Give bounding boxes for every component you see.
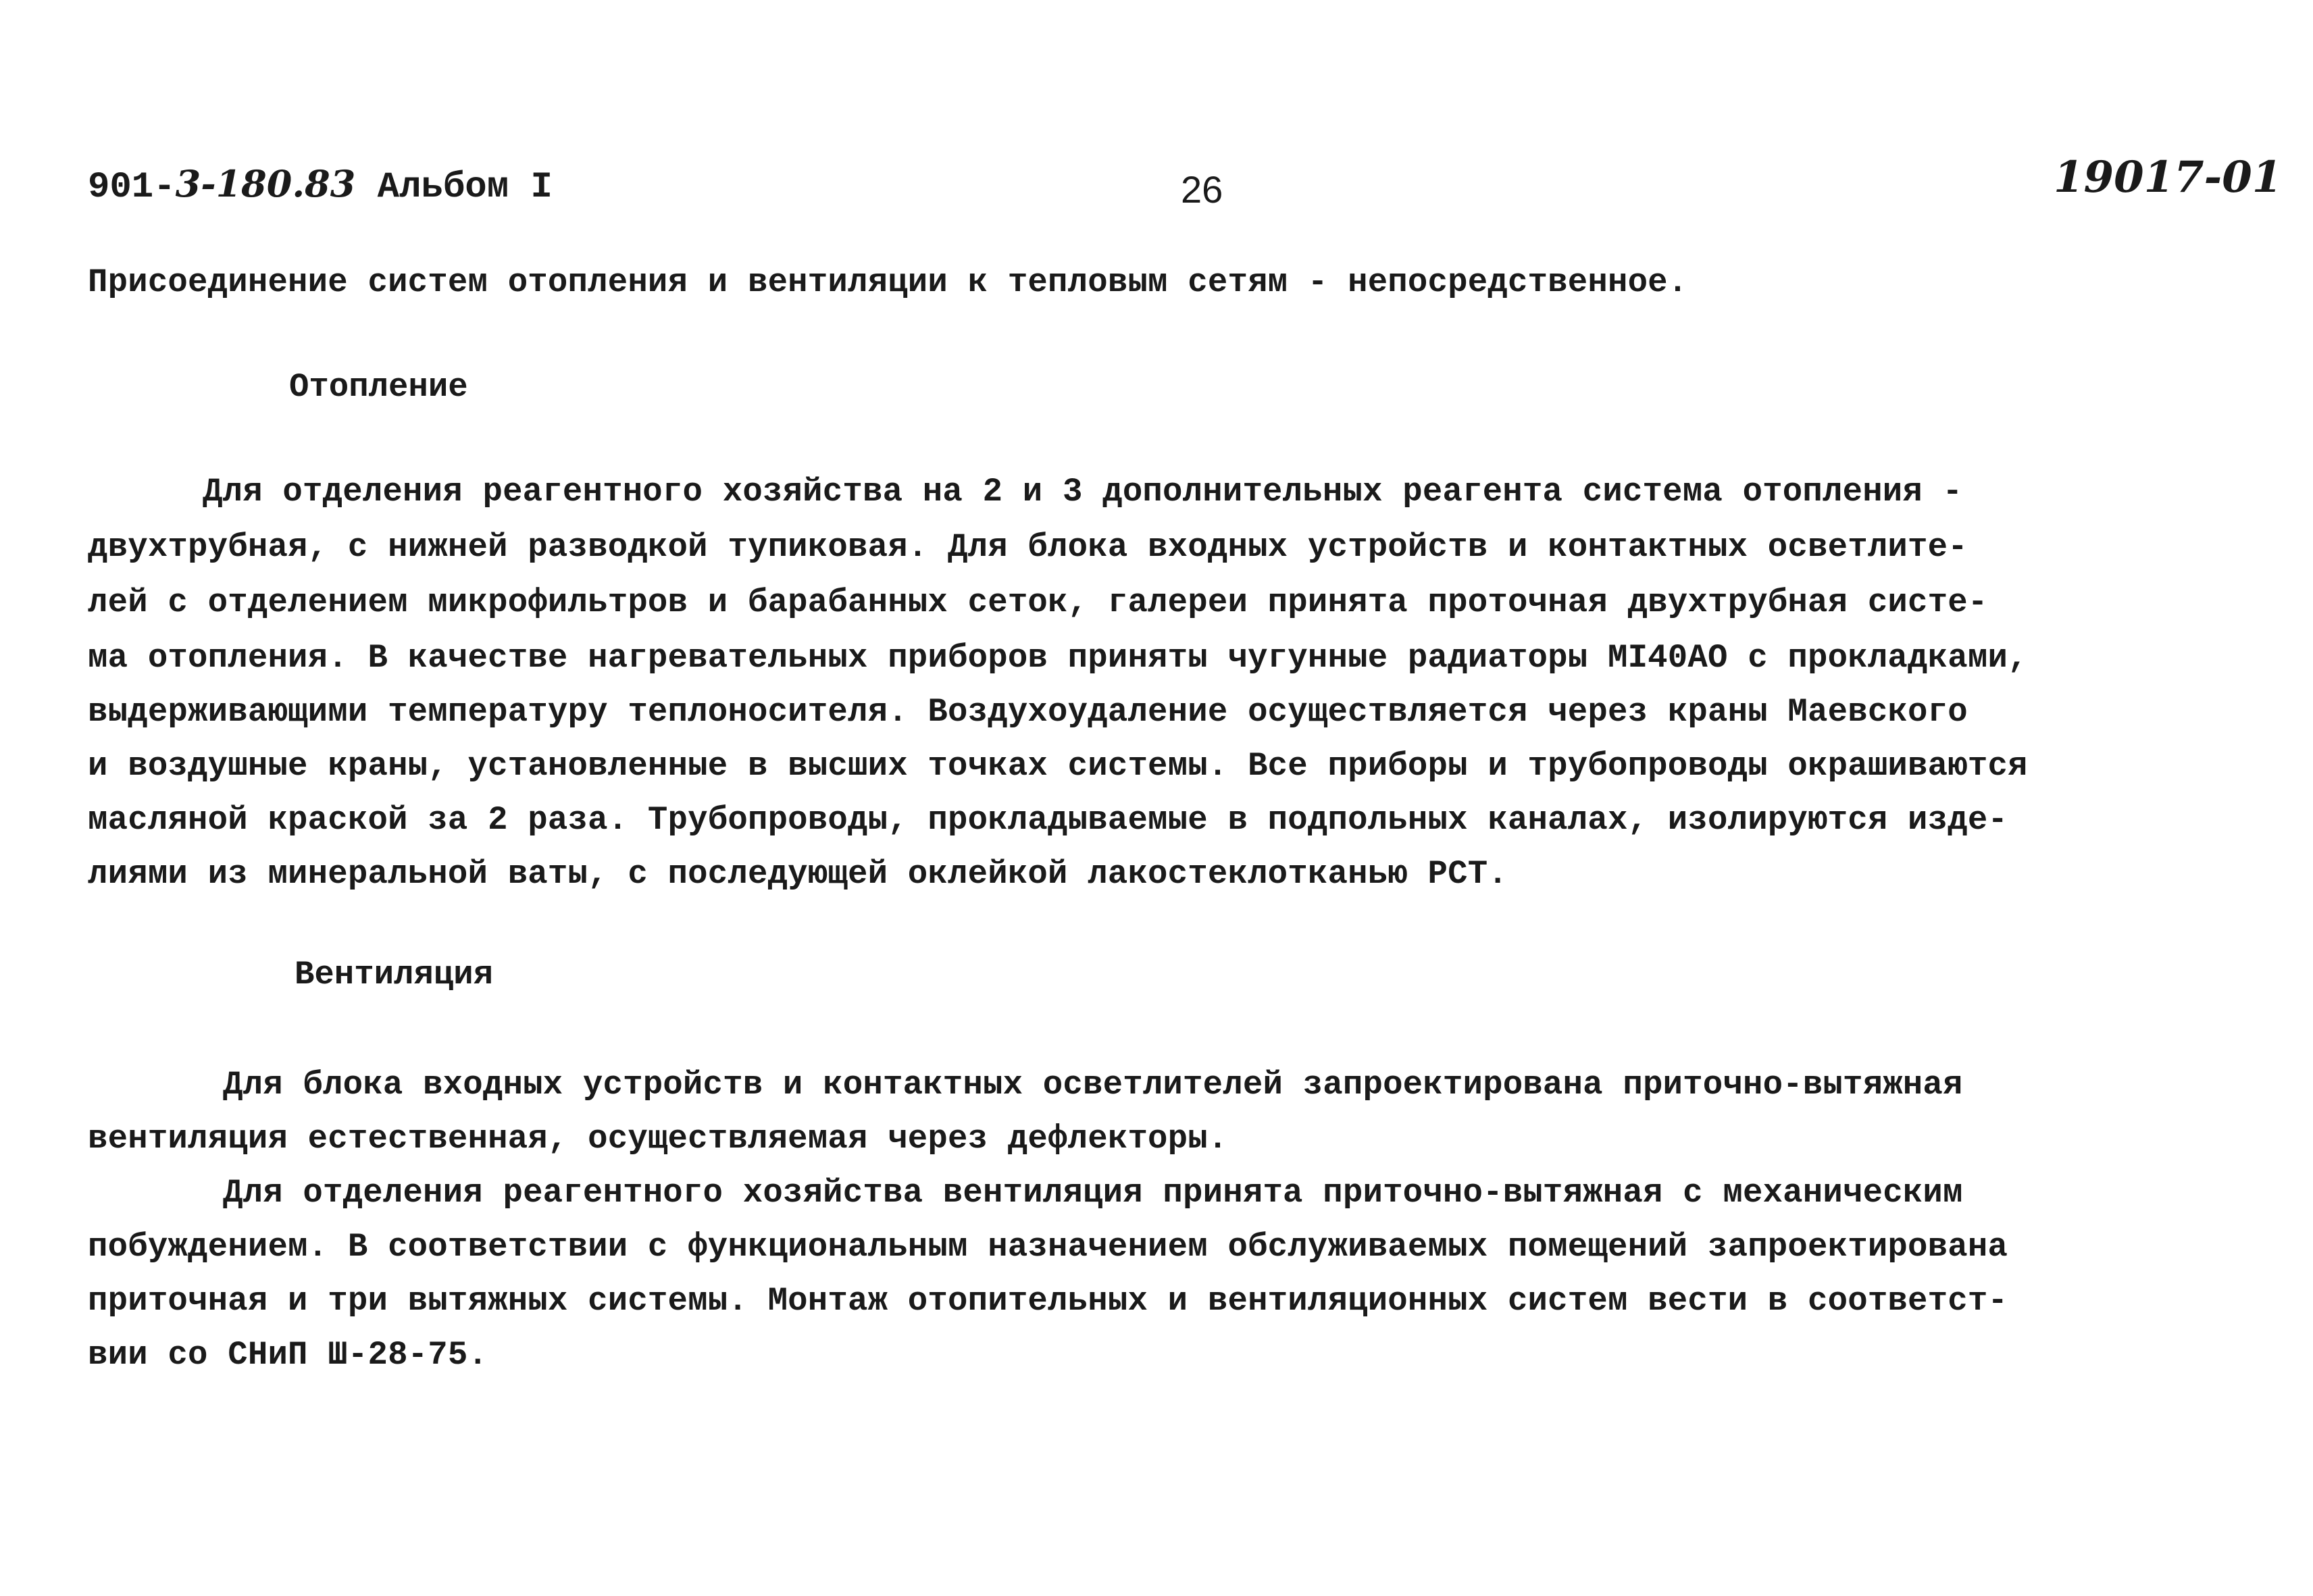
ventilation-line: Для отделения реагентного хозяйства вентиляция принята приточно-вытяжная с механическим <box>223 1174 1963 1212</box>
ventilation-line: приточная и три вытяжных системы. Монтаж отопительных и вентиляционных систем вести в соответст- <box>88 1282 2008 1320</box>
series-header <box>88 162 553 208</box>
heating-line: лей с отделением микрофильтров и барабанных сеток, галереи принята проточная двухтрубная систе- <box>88 584 1988 621</box>
heating-line: ма отопления. В качестве нагревательных приборов приняты чугунные радиаторы МI40АО с прокладками, <box>88 639 2028 677</box>
heating-line: выдерживающими температуру теплоносителя. Воздухоудаление осуществляется через краны Маевского <box>88 693 1968 731</box>
intro-paragraph: Присоединение систем отопления и вентиляции к тепловым сетям - непосредственное. <box>88 263 1688 301</box>
document-code: 19017-01 <box>2054 152 2283 203</box>
ventilation-line: вии со СНиП Ш-28-75. <box>88 1336 488 1374</box>
ventilation-line: вентиляция естественная, осуществляемая через дефлекторы. <box>88 1120 1228 1158</box>
heating-line: лиями из минеральной ваты, с последующей оклейкой лакостеклотканью РСТ. <box>88 855 1508 893</box>
heating-line: масляной краской за 2 раза. Трубопроводы, прокладываемые в подпольных каналах, изолируются изде- <box>88 801 2008 839</box>
ventilation-line: побуждением. В соответствии с функциональным назначением обслуживаемых помещений запроектирована <box>88 1228 2008 1266</box>
album-label: Альбом I <box>355 167 553 208</box>
series-handwritten-number: 3-180.83 <box>175 162 356 205</box>
heating-line: Для отделения реагентного хозяйства на 2 и 3 дополнительных реагента система отопления - <box>203 473 1963 511</box>
ventilation-heading: Вентиляция <box>295 956 494 994</box>
heating-line: двухтрубная, с нижней разводкой тупиковая. Для блока входных устройств и контактных осветлите- <box>88 528 1968 566</box>
heating-line: и воздушные краны, установленные в высших точках системы. Все приборы и трубопроводы окрашиваются <box>88 747 2028 785</box>
ventilation-line: Для блока входных устройств и контактных осветлителей запроектирована приточно-вытяжная <box>223 1066 1963 1104</box>
series-prefix: 901- <box>88 167 176 208</box>
page-number: 26 <box>1181 168 1223 211</box>
heating-heading: Отопление <box>289 368 468 406</box>
